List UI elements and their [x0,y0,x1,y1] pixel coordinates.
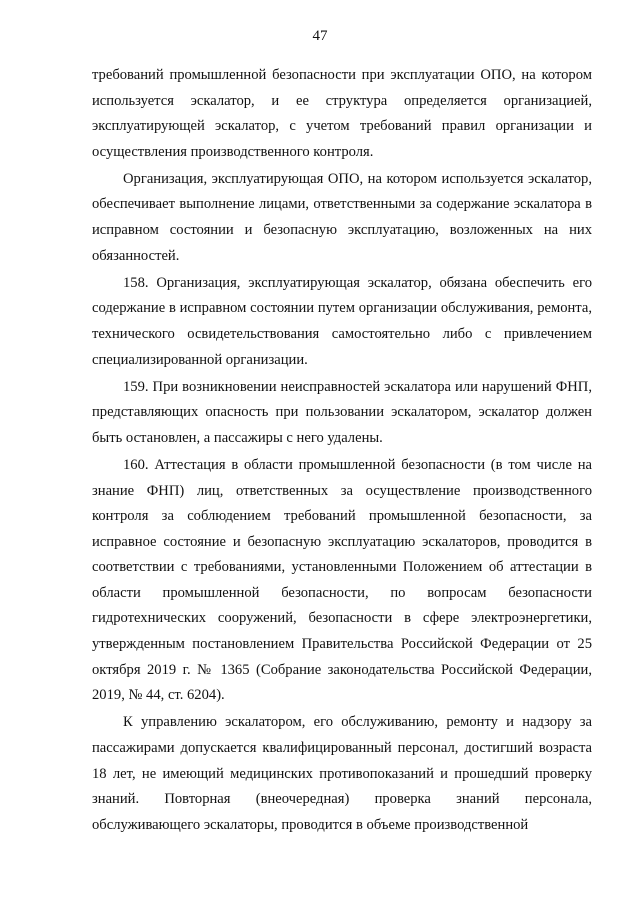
paragraph-personnel: К управлению эскалатором, его обслуживанию, ремонту и надзору за пассажирами допускается квалифицированный персонал, достигший возраста 18 лет, не имеющий медицинских противопоказаний и прошедший проверку знаний. Повторная (внеочередная) проверка знаний персонала, обслуживающего эскалаторы, проводится в объеме производственной [92,714,592,833]
paragraph-158: 158. Организация, эксплуатирующая эскалатор, обязана обеспечить его содержание в исправном состоянии путем организации обслуживания, ремонта, технического освидетельствования самостоятельно либо с привлечением специализированной организации. [92,274,592,368]
paragraph-operator-duties: Организация, эксплуатирующая ОПО, на котором используется эскалатор, обеспечивает выполнение лицами, ответственными за содержание эскалатора в исправном состоянии и безопасную эксплуатацию, возложенных на них обязанностей. [92,170,592,264]
page-number: 47 [312,28,328,44]
paragraph-159: 159. При возникновении неисправностей эскалатора или нарушений ФНП, представляющих опасность при пользовании эскалатором, эскалатор должен быть остановлен, а пассажиры с него удалены. [92,378,592,446]
paragraph-160: 160. Аттестация в области промышленной безопасности (в том числе на знание ФНП) лиц, ответственных за осуществление производственного контроля за соблюдением требований промышленной безопасности, за исправное состояние и безопасную эксплуатацию эскалаторов, проводится в соответствии с требованиями, установленными Положением об аттестации в области промышленной безопасности, по вопросам безопасности гидротехнических сооружений, безопасности в сфере электроэнергетики, утвержденным постановлением Правительства Российской Федерации от 25 октября 2019 г. № 1365 (Собрание законодательства Российской Федерации, 2019, № 44, ст. 6204). [92,456,592,704]
paragraph-continuation: требований промышленной безопасности при эксплуатации ОПО, на котором используется эскалатор, и ее структура определяется организацией, эксплуатирующей эскалатор, с учетом требований правил организации и осуществления производственного контроля. [92,67,592,160]
document-body [92,63,592,840]
